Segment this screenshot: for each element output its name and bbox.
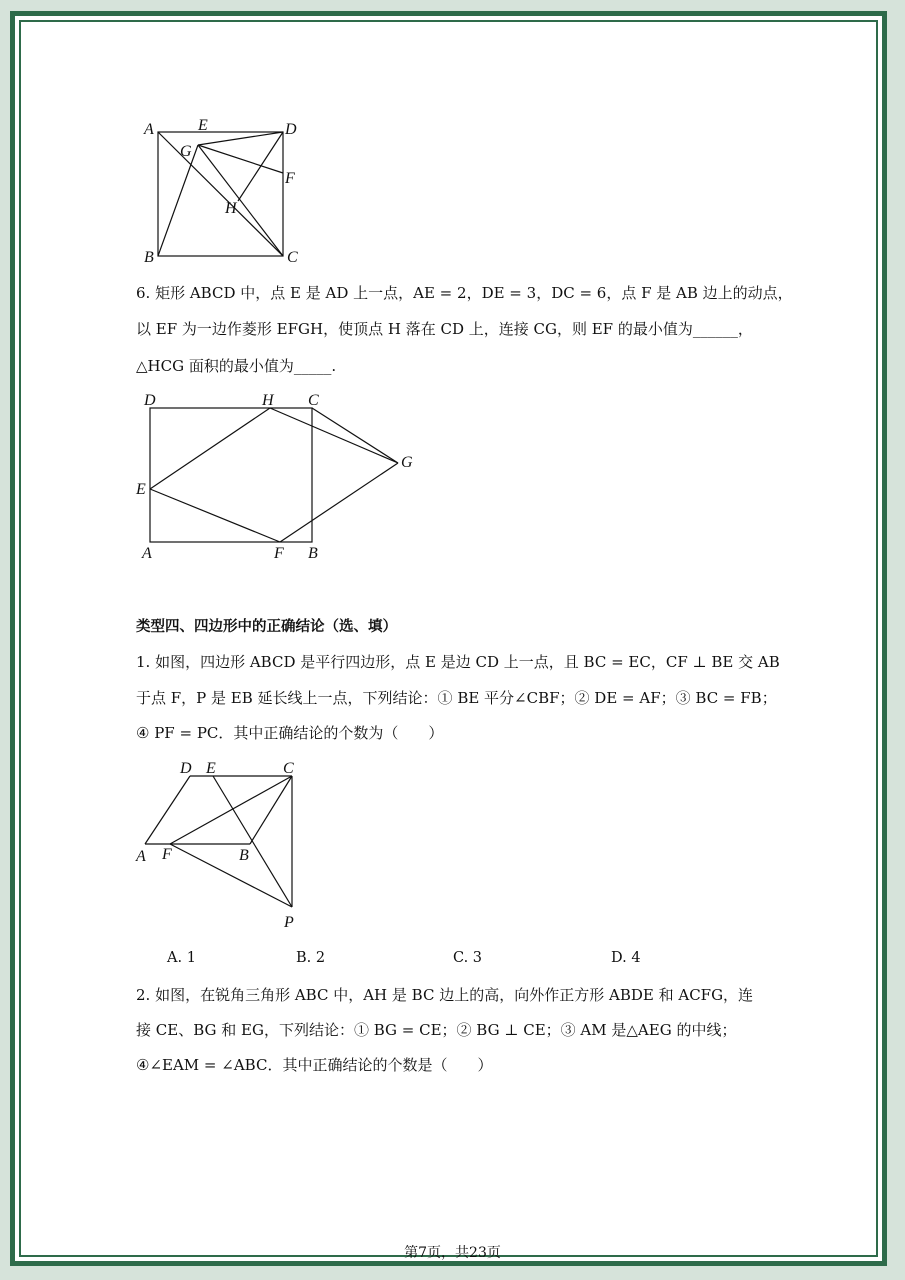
point-label-b: B: [308, 545, 318, 562]
point-label-b: B: [239, 847, 249, 864]
point-label-f: F: [162, 846, 172, 863]
figure-rectangle-rhombus: [130, 388, 430, 568]
point-label-d: D: [180, 760, 192, 777]
figure-parallelogram: [130, 755, 330, 935]
point-label-c: C: [283, 760, 294, 777]
point-label-h: H: [225, 200, 237, 217]
option-a[interactable]: A. 1: [167, 950, 196, 966]
option-b[interactable]: B. 2: [296, 950, 326, 966]
point-label-g: G: [180, 143, 192, 160]
point-label-e: E: [198, 117, 208, 134]
point-label-d: D: [144, 392, 156, 409]
point-label-c: C: [308, 392, 319, 409]
q6-line-1: 6. 矩形 ABCD 中，点 E 是 AD 上一点，AE = 2，DE = 3，DC = 6，点 F 是 AB 边上的动点，: [136, 284, 793, 302]
point-label-a: A: [142, 545, 152, 562]
option-d[interactable]: D. 4: [611, 950, 641, 966]
point-label-h: H: [262, 392, 274, 409]
q1-line-2: 于点 F，P 是 EB 延长线上一点，下列结论：① BE 平分∠CBF；② DE = AF；③ BC = FB；: [136, 689, 777, 707]
point-label-d: D: [285, 121, 297, 138]
q1-line-1: 1. 如图，四边形 ABCD 是平行四边形，点 E 是边 CD 上一点，且 BC = EC，CF ⊥ BE 交 AB: [136, 653, 780, 671]
option-c[interactable]: C. 3: [453, 950, 483, 966]
point-label-c: C: [287, 249, 298, 266]
q2-line-3: ④∠EAM = ∠ABC．其中正确结论的个数是（ ）: [136, 1056, 493, 1074]
point-label-g: G: [401, 454, 413, 471]
point-label-f: F: [274, 545, 284, 562]
q2-line-1: 2. 如图，在锐角三角形 ABC 中，AH 是 BC 边上的高，向外作正方形 ABDE 和 ACFG，连: [136, 986, 754, 1004]
section-heading: 类型四、四边形中的正确结论（选、填）: [136, 619, 397, 635]
q6-line-2: 以 EF 为一边作菱形 EFGH，使顶点 H 落在 CD 上，连接 CG，则 EF 的最小值为______，: [136, 320, 753, 338]
point-label-p: P: [284, 914, 294, 931]
q6-line-3: △HCG 面积的最小值为_____.: [136, 357, 337, 375]
point-label-a: A: [144, 121, 154, 138]
q2-line-2: 接 CE、BG 和 EG，下列结论：① BG = CE；② BG ⊥ CE；③ AM 是△AEG 的中线；: [136, 1021, 737, 1039]
figure-square-abcd: [130, 110, 330, 270]
q1-line-3: ④ PF = PC．其中正确结论的个数为（ ）: [136, 724, 444, 742]
page-number: 第7页，共23页: [404, 1245, 501, 1261]
point-label-a: A: [136, 848, 146, 865]
point-label-f: F: [285, 170, 295, 187]
point-label-e: E: [206, 760, 216, 777]
point-label-e: E: [136, 481, 146, 498]
point-label-b: B: [144, 249, 154, 266]
